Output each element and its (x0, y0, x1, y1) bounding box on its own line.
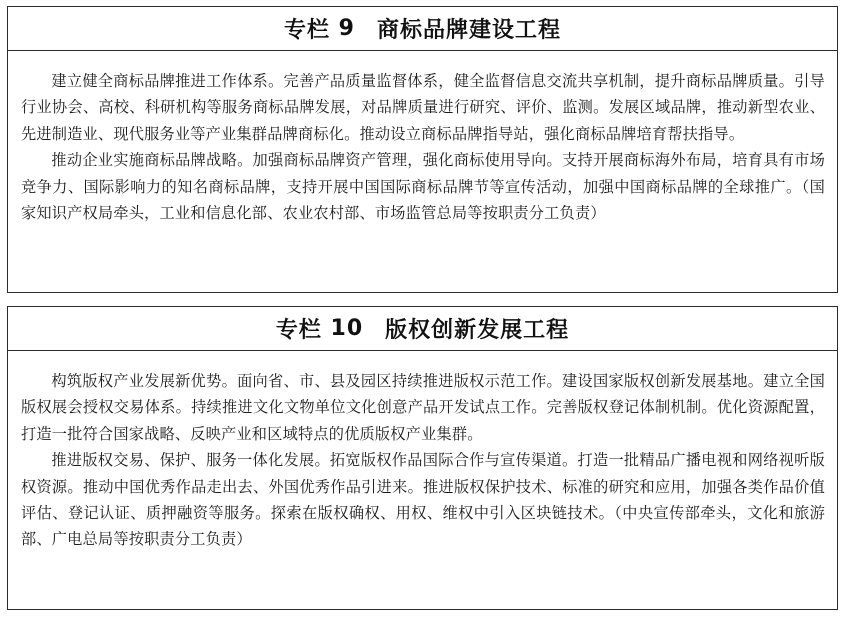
column-box-9 (7, 6, 838, 293)
column-title: 商标品牌建设工程 (376, 18, 561, 43)
column-label: 专栏 (283, 18, 330, 43)
paragraph: 建立健全商标品牌推进工作体系。完善产品质量监督体系，健全监督信息交流共享机制，提升商标品牌质量。引导行业协会、高校、科研机构等服务商标品牌发展，对品牌质量进行研究、评价、监测。发展区域品牌，推动新型农业、先进制造业、现代服务业等产业集群品牌商标化。推动设立商标品牌指导站，强化商标品牌培育帮扶指导。 (21, 72, 825, 143)
column-body (8, 51, 837, 226)
column-header (8, 7, 837, 51)
column-box-10 (7, 306, 838, 610)
column-title: 版权创新发展工程 (385, 318, 570, 343)
paragraph: 构筑版权产业发展新优势。面向省、市、县及园区持续推进版权示范工作。建设国家版权创新发展基地。建立全国版权展会授权交易体系。持续推进文化文物单位文化创意产品开发试点工作。完善版权登记体制机制。优化资源配置，打造一批符合国家战略、反映产业和区域特点的优质版权产业集群。 (21, 372, 825, 443)
paragraph: 推动企业实施商标品牌战略。加强商标品牌资产管理，强化商标使用导向。支持开展商标海外布局，培育具有市场竞争力、国际影响力的知名商标品牌，支持开展中国国际商标品牌节等宣传活动，加强中国商标品牌的全球推广。（国家知识产权局牵头，工业和信息化部、农业农村部、市场监管总局等按职责分工负责） (21, 151, 825, 223)
column-header (8, 307, 837, 351)
paragraph: 推进版权交易、保护、服务一体化发展。拓宽版权作品国际合作与宣传渠道。打造一批精品广播电视和网络视听版权资源。推动中国优秀作品走出去、外国优秀作品引进来。推进版权保护技术、标准的研究和应用，加强各类作品价值评估、登记认证、质押融资等服务。探索在版权确权、用权、维权中引入区块链技术。（中央宣传部牵头，文化和旅游部、广电总局等按职责分工负责） (21, 451, 825, 549)
column-number: 9 (338, 16, 355, 41)
column-number: 10 (330, 316, 364, 341)
column-label: 专栏 (275, 318, 322, 343)
column-body (8, 351, 837, 553)
